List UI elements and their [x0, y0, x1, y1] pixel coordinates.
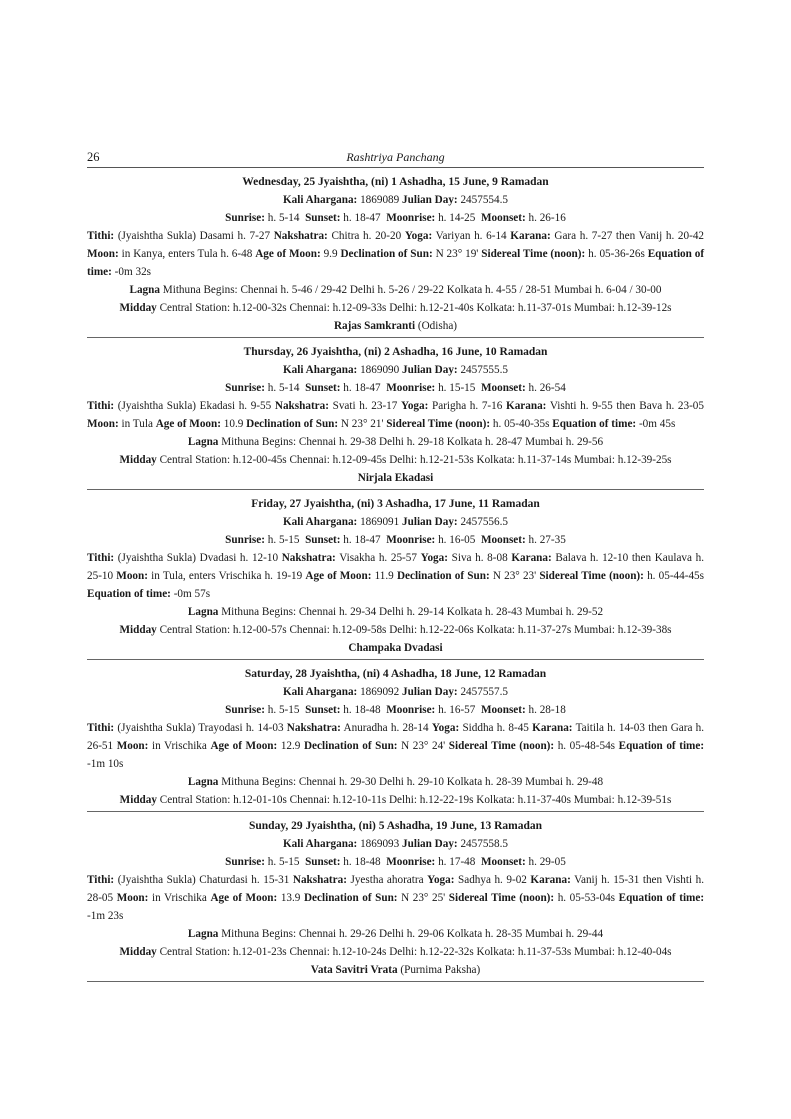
lagna-line	[87, 925, 704, 943]
equation-label: Equation of time:	[618, 740, 705, 752]
rise-set-line	[87, 701, 704, 719]
ahargana-line	[87, 683, 704, 701]
day-entry	[87, 660, 704, 812]
kali-value: 1869092	[360, 686, 400, 698]
sidereal-value: h. 05-36-26s	[588, 248, 645, 260]
day-title: Thursday, 26 Jyaishtha, (ni) 2 Ashadha, 16 June, 10 Ramadan	[243, 346, 548, 358]
yoga-label: Yoga:	[420, 552, 448, 564]
festival-line	[87, 469, 704, 487]
age-value: 10.9	[223, 418, 244, 430]
sunset-label: Sunset:	[305, 856, 341, 868]
festival-line	[87, 639, 704, 657]
karana-label: Karana:	[506, 400, 547, 412]
age-value: 9.9	[323, 248, 338, 260]
details-paragraph	[87, 227, 704, 281]
moonset-label: Moonset:	[480, 856, 526, 868]
panchang-page	[87, 150, 704, 982]
midday-label: Midday	[119, 454, 157, 466]
rise-set-line	[87, 531, 704, 549]
tithi-value: (Jyaishtha Sukla) Ekadasi h. 9-55	[117, 400, 272, 412]
details-paragraph	[87, 549, 704, 603]
moon-value: in Tula, enters Vrischika h. 19-19	[151, 570, 303, 582]
midday-label: Midday	[119, 946, 157, 958]
kali-value: 1869090	[360, 364, 400, 376]
equation-value: -0m 45s	[638, 418, 676, 430]
tithi-value: (Jyaishtha Sukla) Dvadasi h. 12-10	[117, 552, 279, 564]
karana-label: Karana:	[510, 230, 551, 242]
details-paragraph	[87, 719, 704, 773]
age-label: Age of Moon:	[210, 740, 278, 752]
moonset-value: h. 29-05	[528, 856, 566, 868]
lagna-label: Lagna	[129, 284, 160, 296]
moonset-label: Moonset:	[480, 534, 526, 546]
moon-value: in Vrischika	[151, 740, 207, 752]
sunset-value: h. 18-47	[343, 382, 381, 394]
nakshatra-value: Svati h. 23-17	[332, 400, 398, 412]
day-entry	[87, 338, 704, 490]
midday-value: Central Station: h.12-01-23s Chennai: h.12-10-24s Delhi: h.12-22-32s Kolkata: h.11-37-53s Mumbai: h.12-40-04s	[159, 946, 672, 958]
midday-line	[87, 299, 704, 317]
sunset-value: h. 18-47	[343, 212, 381, 224]
sunrise-label: Sunrise:	[225, 704, 265, 716]
lagna-value: Mithuna Begins: Chennai h. 29-30 Delhi h. 29-10 Kolkata h. 28-39 Mumbai h. 29-48	[221, 776, 604, 788]
equation-value: -0m 57s	[173, 588, 211, 600]
declination-value: N 23° 21'	[340, 418, 384, 430]
yoga-value: Variyan h. 6-14	[435, 230, 507, 242]
moon-label: Moon:	[87, 248, 119, 260]
nakshatra-label: Nakshatra:	[286, 722, 341, 734]
declination-label: Declination of Sun:	[246, 418, 339, 430]
lagna-label: Lagna	[187, 776, 219, 788]
yoga-label: Yoga:	[427, 874, 455, 886]
julian-value: 2457557.5	[460, 686, 508, 698]
ahargana-line	[87, 361, 704, 379]
moonrise-label: Moonrise:	[386, 212, 436, 224]
midday-value: Central Station: h.12-01-10s Chennai: h.12-10-11s Delhi: h.12-22-19s Kolkata: h.11-37-40s Mumbai: h.12-39-51s	[159, 794, 672, 806]
lagna-line	[87, 433, 704, 451]
julian-value: 2457555.5	[460, 364, 508, 376]
moonrise-value: h. 16-57	[438, 704, 476, 716]
age-value: 13.9	[280, 892, 301, 904]
sunset-value: h. 18-47	[343, 534, 381, 546]
julian-value: 2457558.5	[460, 838, 508, 850]
nakshatra-value: Jyestha ahoratra	[350, 874, 424, 886]
moonrise-value: h. 17-48	[438, 856, 476, 868]
festival-name: Nirjala Ekadasi	[357, 472, 434, 484]
kali-label: Kali Ahargana:	[282, 516, 358, 528]
moon-value: in Vrischika	[151, 892, 207, 904]
lagna-line	[87, 603, 704, 621]
karana-value: Gara h. 7-27 then Vanij h. 20-42	[554, 230, 705, 242]
yoga-value: Siva h. 8-08	[451, 552, 508, 564]
kali-label: Kali Ahargana:	[282, 686, 358, 698]
moonrise-value: h. 16-05	[438, 534, 476, 546]
sunset-label: Sunset:	[305, 212, 341, 224]
moonset-value: h. 26-16	[528, 212, 566, 224]
day-title: Friday, 27 Jyaishtha, (ni) 3 Ashadha, 17 June, 11 Ramadan	[251, 498, 540, 510]
nakshatra-label: Nakshatra:	[292, 874, 347, 886]
sidereal-label: Sidereal Time (noon):	[448, 740, 555, 752]
karana-value: Vanij h. 15-31 then Vishti h. 28-05	[87, 874, 705, 904]
moon-label: Moon:	[116, 892, 149, 904]
moonrise-label: Moonrise:	[386, 856, 436, 868]
tithi-label: Tithi:	[87, 552, 115, 564]
moonrise-value: h. 14-25	[438, 212, 476, 224]
midday-value: Central Station: h.12-00-57s Chennai: h.12-09-58s Delhi: h.12-22-06s Kolkata: h.11-37-27s Mumbai: h.12-39-38s	[159, 624, 672, 636]
declination-value: N 23° 19'	[435, 248, 479, 260]
lagna-value: Mithuna Begins: Chennai h. 29-26 Delhi h. 29-06 Kolkata h. 28-35 Mumbai h. 29-44	[221, 928, 604, 940]
sunrise-value: h. 5-15	[267, 856, 300, 868]
declination-value: N 23° 24'	[401, 740, 446, 752]
sunset-label: Sunset:	[305, 704, 341, 716]
festival-line	[87, 317, 704, 335]
festival-name: Champaka Dvadasi	[348, 642, 443, 654]
kali-value: 1869091	[360, 516, 400, 528]
moon-label: Moon:	[87, 418, 119, 430]
moonrise-value: h. 15-15	[438, 382, 476, 394]
moonset-label: Moonset:	[480, 704, 526, 716]
sidereal-value: h. 05-53-04s	[557, 892, 616, 904]
tithi-value: (Jyaishtha Sukla) Trayodasi h. 14-03	[117, 722, 284, 734]
declination-value: N 23° 23'	[492, 570, 537, 582]
moonrise-label: Moonrise:	[386, 382, 436, 394]
midday-label: Midday	[119, 302, 157, 314]
day-title: Wednesday, 25 Jyaishtha, (ni) 1 Ashadha, 15 June, 9 Ramadan	[242, 176, 549, 188]
nakshatra-label: Nakshatra:	[281, 552, 336, 564]
ahargana-line	[87, 513, 704, 531]
midday-line	[87, 943, 704, 961]
sunset-label: Sunset:	[305, 382, 341, 394]
sunrise-label: Sunrise:	[225, 856, 265, 868]
ahargana-line	[87, 191, 704, 209]
equation-value: -0m 32s	[114, 266, 152, 278]
julian-label: Julian Day:	[402, 838, 458, 850]
festival-name: Rajas Samkranti	[333, 320, 416, 332]
tithi-value: (Jyaishtha Sukla) Chaturdasi h. 15-31	[117, 874, 290, 886]
equation-label: Equation of time:	[87, 588, 171, 600]
moonset-value: h. 28-18	[528, 704, 566, 716]
moon-label: Moon:	[116, 570, 148, 582]
moonset-label: Moonset:	[480, 212, 526, 224]
julian-label: Julian Day:	[402, 364, 458, 376]
lagna-line	[87, 281, 704, 299]
karana-value: Balava h. 12-10 then Kaulava h. 25-10	[87, 552, 705, 582]
day-entry	[87, 490, 704, 660]
days-list	[87, 168, 704, 982]
running-title: Rashtriya Panchang	[346, 150, 445, 164]
day-title: Sunday, 29 Jyaishtha, (ni) 5 Ashadha, 19 June, 13 Ramadan	[248, 820, 543, 832]
declination-value: N 23° 25'	[401, 892, 446, 904]
sidereal-value: h. 05-48-54s	[557, 740, 616, 752]
midday-line	[87, 791, 704, 809]
equation-label: Equation of time:	[552, 418, 637, 430]
sunrise-label: Sunrise:	[225, 382, 265, 394]
tithi-label: Tithi:	[87, 722, 115, 734]
lagna-value: Mithuna Begins: Chennai h. 29-38 Delhi h. 29-18 Kolkata h. 28-47 Mumbai h. 29-56	[221, 436, 604, 448]
kali-label: Kali Ahargana:	[282, 194, 358, 206]
sidereal-value: h. 05-40-35s	[492, 418, 550, 430]
rise-set-line	[87, 853, 704, 871]
midday-value: Central Station: h.12-00-32s Chennai: h.12-09-33s Delhi: h.12-21-40s Kolkata: h.11-37-01s Mumbai: h.12-39-12s	[159, 302, 672, 314]
declination-label: Declination of Sun:	[340, 248, 433, 260]
details-paragraph	[87, 871, 704, 925]
sunset-label: Sunset:	[305, 534, 341, 546]
midday-line	[87, 451, 704, 469]
midday-value: Central Station: h.12-00-45s Chennai: h.12-09-45s Delhi: h.12-21-53s Kolkata: h.11-37-14s Mumbai: h.12-39-25s	[159, 454, 672, 466]
karana-label: Karana:	[532, 722, 573, 734]
sunrise-value: h. 5-14	[267, 212, 300, 224]
karana-label: Karana:	[511, 552, 552, 564]
nakshatra-value: Anuradha h. 28-14	[343, 722, 429, 734]
nakshatra-value: Chitra h. 20-20	[331, 230, 402, 242]
midday-line	[87, 621, 704, 639]
moon-value: in Tula	[121, 418, 153, 430]
moonset-label: Moonset:	[480, 382, 526, 394]
rise-set-line	[87, 209, 704, 227]
lagna-label: Lagna	[187, 436, 219, 448]
kali-label: Kali Ahargana:	[282, 838, 358, 850]
sunrise-value: h. 5-15	[267, 704, 300, 716]
lagna-label: Lagna	[187, 928, 219, 940]
julian-value: 2457554.5	[460, 194, 508, 206]
kali-value: 1869089	[360, 194, 400, 206]
yoga-value: Siddha h. 8-45	[462, 722, 529, 734]
kali-label: Kali Ahargana:	[282, 364, 358, 376]
sidereal-value: h. 05-44-45s	[647, 570, 704, 582]
yoga-label: Yoga:	[401, 400, 429, 412]
tithi-label: Tithi:	[87, 874, 115, 886]
day-entry	[87, 168, 704, 338]
tithi-value: (Jyaishtha Sukla) Dasami h. 7-27	[117, 230, 271, 242]
declination-label: Declination of Sun:	[303, 740, 398, 752]
age-label: Age of Moon:	[305, 570, 372, 582]
moonrise-label: Moonrise:	[386, 704, 436, 716]
karana-value: Taitila h. 14-03 then Gara h. 26-51	[87, 722, 705, 752]
julian-label: Julian Day:	[402, 194, 458, 206]
sunset-value: h. 18-48	[343, 856, 381, 868]
declination-label: Declination of Sun:	[303, 892, 398, 904]
equation-label: Equation of time:	[87, 248, 705, 278]
sidereal-label: Sidereal Time (noon):	[448, 892, 555, 904]
kali-value: 1869093	[360, 838, 400, 850]
moonrise-label: Moonrise:	[386, 534, 436, 546]
moon-value: in Kanya, enters Tula h. 6-48	[121, 248, 253, 260]
ahargana-line	[87, 835, 704, 853]
nakshatra-label: Nakshatra:	[274, 400, 329, 412]
lagna-label: Lagna	[187, 606, 219, 618]
page-number: 26	[87, 150, 100, 164]
yoga-value: Sadhya h. 9-02	[458, 874, 527, 886]
lagna-value: Mithuna Begins: Chennai h. 29-34 Delhi h. 29-14 Kolkata h. 28-43 Mumbai h. 29-52	[221, 606, 604, 618]
tithi-label: Tithi:	[87, 400, 115, 412]
moonset-value: h. 27-35	[528, 534, 566, 546]
age-value: 11.9	[374, 570, 394, 582]
sunrise-label: Sunrise:	[225, 534, 265, 546]
festival-note: (Odisha)	[415, 320, 458, 332]
sunrise-label: Sunrise:	[225, 212, 265, 224]
page-header	[87, 150, 704, 168]
yoga-value: Parigha h. 7-16	[432, 400, 503, 412]
festival-name: Vata Savitri Vrata	[310, 964, 398, 976]
sunrise-value: h. 5-15	[267, 534, 300, 546]
festival-note: (Purnima Paksha)	[397, 964, 481, 976]
karana-label: Karana:	[530, 874, 571, 886]
sidereal-label: Sidereal Time (noon):	[539, 570, 644, 582]
age-label: Age of Moon:	[255, 248, 321, 260]
equation-label: Equation of time:	[618, 892, 705, 904]
equation-value: -1m 10s	[87, 758, 124, 770]
moonset-value: h. 26-54	[528, 382, 566, 394]
midday-label: Midday	[119, 794, 157, 806]
age-label: Age of Moon:	[155, 418, 221, 430]
sunrise-value: h. 5-14	[267, 382, 300, 394]
equation-value: -1m 23s	[87, 910, 124, 922]
moon-label: Moon:	[116, 740, 149, 752]
details-paragraph	[87, 397, 704, 433]
day-entry	[87, 812, 704, 982]
age-label: Age of Moon:	[210, 892, 278, 904]
nakshatra-value: Visakha h. 25-57	[339, 552, 417, 564]
julian-value: 2457556.5	[460, 516, 508, 528]
sidereal-label: Sidereal Time (noon):	[386, 418, 491, 430]
sidereal-label: Sidereal Time (noon):	[481, 248, 586, 260]
yoga-label: Yoga:	[404, 230, 433, 242]
lagna-line	[87, 773, 704, 791]
nakshatra-label: Nakshatra:	[273, 230, 328, 242]
day-title: Saturday, 28 Jyaishtha, (ni) 4 Ashadha, 18 June, 12 Ramadan	[244, 668, 547, 680]
yoga-label: Yoga:	[431, 722, 460, 734]
declination-label: Declination of Sun:	[396, 570, 490, 582]
festival-line	[87, 961, 704, 979]
rise-set-line	[87, 379, 704, 397]
julian-label: Julian Day:	[402, 686, 458, 698]
sunset-value: h. 18-48	[343, 704, 381, 716]
karana-value: Vishti h. 9-55 then Bava h. 23-05	[549, 400, 704, 412]
midday-label: Midday	[119, 624, 157, 636]
lagna-value: Mithuna Begins: Chennai h. 5-46 / 29-42 Delhi h. 5-26 / 29-22 Kolkata h. 4-55 / 28-51 Mumbai h. 6-04 / 30-00	[162, 284, 662, 296]
tithi-label: Tithi:	[87, 230, 115, 242]
julian-label: Julian Day:	[402, 516, 458, 528]
age-value: 12.9	[280, 740, 301, 752]
